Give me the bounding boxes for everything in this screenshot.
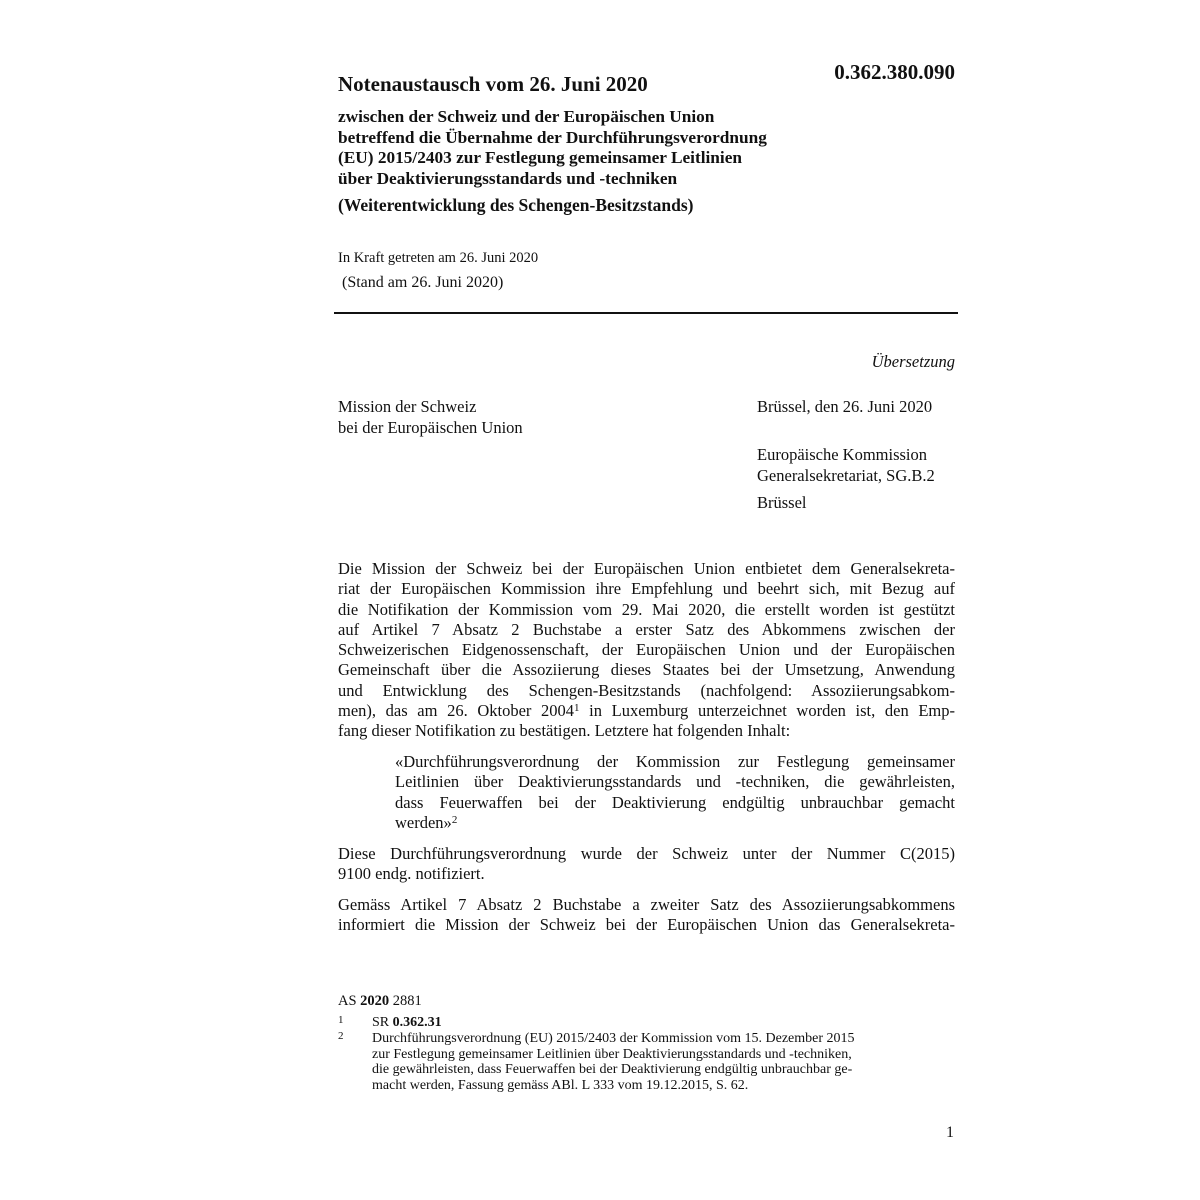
text-fragment: in Luxemburg unterzeichnet worden ist, den Emp- <box>579 701 956 721</box>
footnote-text <box>372 1015 442 1031</box>
place-and-date: Brüssel, den 26. Juni 2020 <box>757 397 933 416</box>
text-line: Gemeinschaft über die Assoziierung dieses Staates bei der Umsetzung, Anwendung <box>338 660 955 680</box>
footnote-line: Durchführungsverordnung (EU) 2015/2403 der Kommission vom 15. Dezember 2015 <box>372 1031 855 1046</box>
sender-line: Mission der Schweiz <box>338 397 477 416</box>
as-page: 2881 <box>389 993 422 1009</box>
page-number: 1 <box>946 1124 954 1141</box>
footnote-number: 2 <box>338 1030 344 1042</box>
document-subtitle <box>338 107 898 189</box>
text-line: Gemäss Artikel 7 Absatz 2 Buchstabe a zweiter Satz des Assoziierungsabkommens <box>338 894 955 914</box>
header-divider <box>334 312 958 314</box>
recipient-city: Brüssel <box>757 493 807 512</box>
body-paragraph <box>338 559 955 742</box>
official-compilation-ref <box>338 993 422 1010</box>
text-line: riat der Europäischen Kommission ihre Empfehlung und beehrt sich, mit Bezug auf <box>338 579 955 599</box>
recipient-line: Europäische Kommission <box>757 445 928 464</box>
text-line: Schweizerischen Eidgenossenschaft, der Europäischen Union und der Europäischen <box>338 640 955 660</box>
footnote-line: zur Festlegung gemeinsamer Leitlinien über Deaktivierungsstandards und -techniken, <box>372 1046 852 1062</box>
footnote-prefix: SR <box>372 1015 393 1030</box>
text-line: fang dieser Notifikation zu bestätigen. Letztere hat folgenden Inhalt: <box>338 721 791 741</box>
text-line: dass Feuerwaffen bei der Deaktivierung endgültig unbrauchbar gemacht <box>395 792 955 812</box>
document-subtitle-schengen: (Weiterentwicklung des Schengen-Besitzstands) <box>338 195 694 215</box>
text-fragment: men), das am 26. Oktober 2004 <box>338 701 575 721</box>
text-line: informiert die Mission der Schweiz bei der Europäischen Union das Generalsekreta- <box>338 915 955 935</box>
recipient-line: Generalsekretariat, SG.B.2 <box>757 465 935 485</box>
text-line: «Durchführungsverordnung der Kommission zur Festlegung gemeinsamer <box>395 752 955 772</box>
text-line: Diese Durchführungsverordnung wurde der Schweiz unter der Nummer C(2015) <box>338 843 955 863</box>
footnote-line: die gewährleisten, dass Feuerwaffen bei der Deaktivierung endgültig unbrauchbar ge- <box>372 1062 853 1077</box>
footnote-number: 1 <box>338 1014 344 1026</box>
text-line: 9100 endg. notifiziert. <box>338 864 485 884</box>
body-paragraph <box>338 844 955 885</box>
text-line <box>395 813 955 833</box>
in-force-date: In Kraft getreten am 26. Juni 2020 <box>338 250 539 266</box>
text-line: Die Mission der Schweiz bei der Europäischen Union entbietet dem Generalsekreta- <box>338 559 955 578</box>
sr-number: 0.362.380.090 <box>834 60 955 84</box>
footnote-ref-1[interactable]: 1 <box>574 702 580 715</box>
footnote-line: macht werden, Fassung gemäss ABl. L 333 vom 19.12.2015, S. 62. <box>372 1077 749 1093</box>
footnote-ref-2[interactable]: 2 <box>451 814 458 827</box>
letter-body <box>338 559 955 946</box>
recipient-address <box>757 445 935 486</box>
status-date: (Stand am 26. Juni 2020) <box>342 274 504 291</box>
subtitle-line: über Deaktivierungsstandards und -techniken <box>338 168 678 188</box>
text-line: Leitlinien über Deaktivierungsstandards und -techniken, die gewährleisten, <box>395 772 955 792</box>
sender-address <box>338 397 523 438</box>
as-year: 2020 <box>360 993 390 1009</box>
text-line <box>338 701 955 721</box>
document-title: Notenaustausch vom 26. Juni 2020 <box>338 72 648 96</box>
footnote-2 <box>338 1031 958 1095</box>
subtitle-line: zwischen der Schweiz und der Europäischen Union <box>338 107 715 126</box>
translation-label: Übersetzung <box>871 352 955 371</box>
text-line: die Notifikation der Kommission vom 29. Mai 2020, die erstellt worden ist gestützt <box>338 599 955 619</box>
subtitle-line: (EU) 2015/2403 zur Festlegung gemeinsamer Leitlinien <box>338 148 742 167</box>
as-prefix: AS <box>338 993 361 1009</box>
text-line: auf Artikel 7 Absatz 2 Buchstabe a erster Satz des Abkommens zwischen der <box>338 619 955 639</box>
text-line: und Entwicklung des Schengen-Besitzstands (nachfolgend: Assoziierungsabkom- <box>338 680 955 700</box>
subtitle-line: betreffend die Übernahme der Durchführungsverordnung <box>338 127 767 147</box>
sender-line: bei der Europäischen Union <box>338 417 523 437</box>
text-fragment: werden» <box>395 813 452 833</box>
quoted-title <box>395 752 955 833</box>
footnote-1 <box>338 1015 958 1031</box>
footnote-sr-number: 0.362.31 <box>392 1015 442 1030</box>
body-paragraph <box>338 895 955 936</box>
